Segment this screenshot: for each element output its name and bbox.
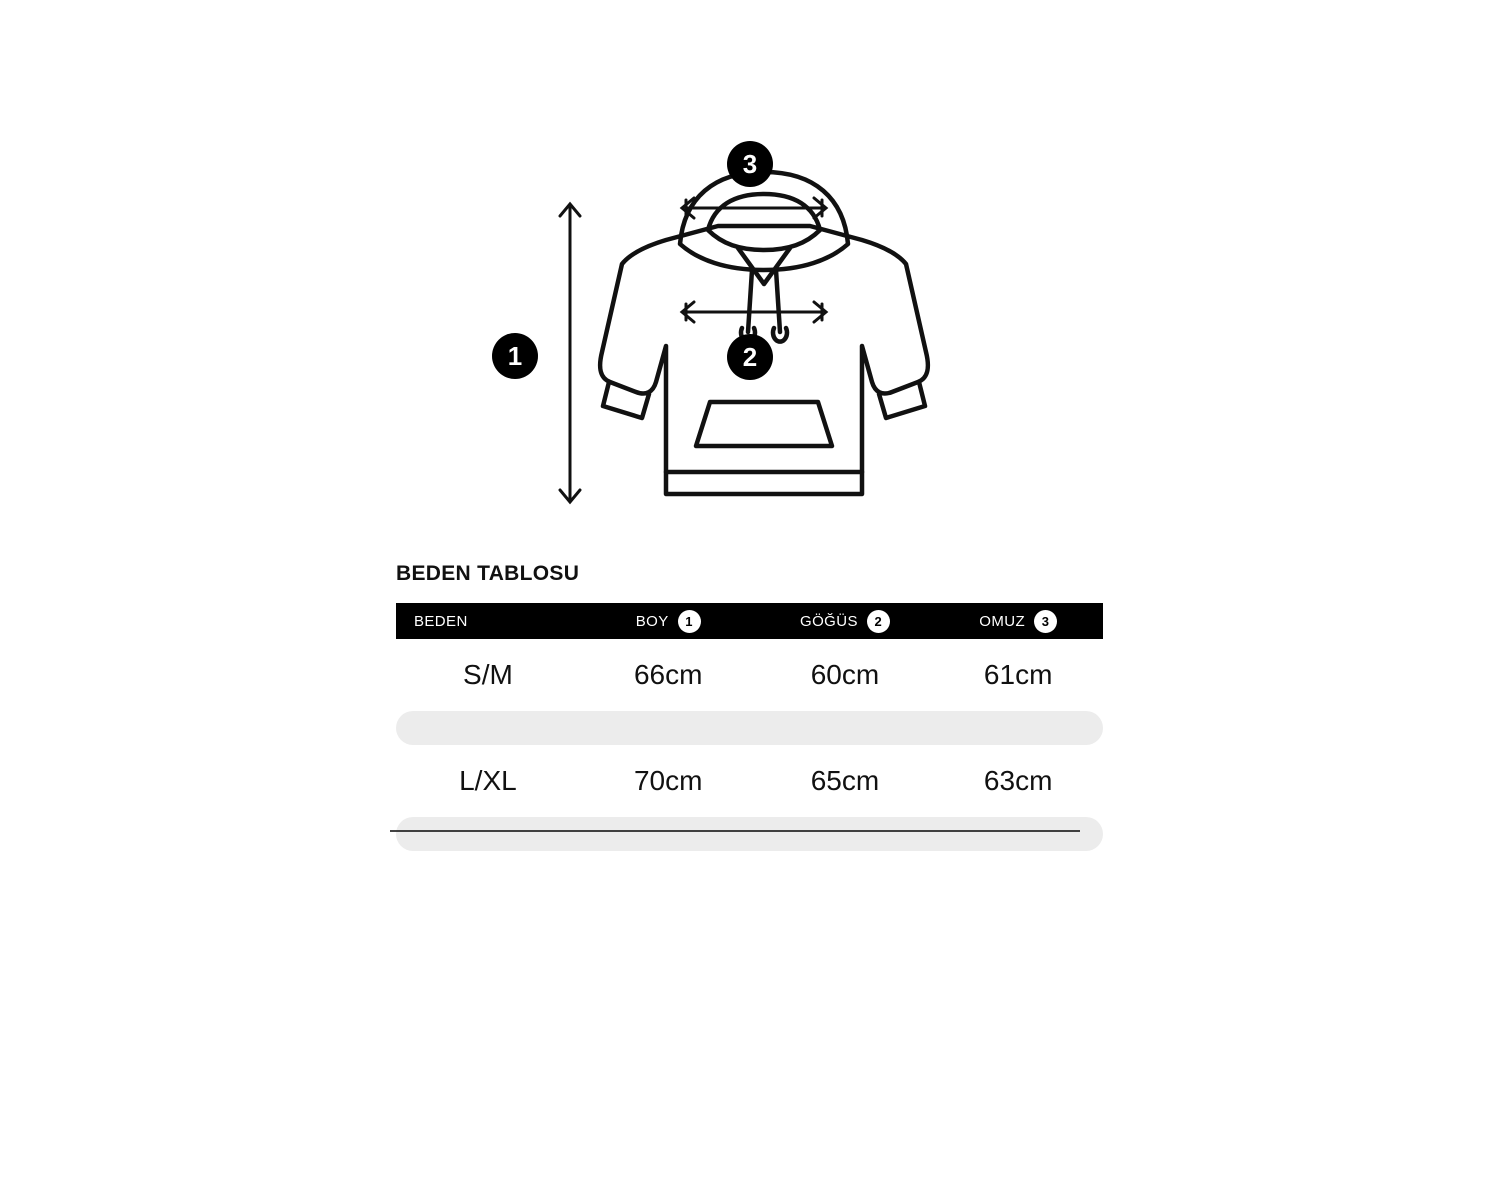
column-header-boy-label: BOY xyxy=(635,612,669,630)
callout-badge-1: 1 xyxy=(492,333,538,379)
size-table xyxy=(396,603,1103,851)
column-header-gogus xyxy=(757,603,934,639)
column-header-boy-badge: 1 xyxy=(678,610,701,633)
table-header xyxy=(396,603,1103,639)
column-header-omuz xyxy=(933,603,1103,639)
bottom-rule xyxy=(390,830,1080,832)
column-header-beden-label: BEDEN xyxy=(414,612,468,630)
table-header-row xyxy=(396,603,1103,639)
callout-badge-2: 2 xyxy=(727,334,773,380)
callout-badge-3: 3 xyxy=(727,141,773,187)
cell-omuz: 63cm xyxy=(983,765,1053,796)
column-header-beden xyxy=(396,603,580,639)
hoodie-illustration xyxy=(470,120,940,520)
cell-omuz: 61cm xyxy=(983,659,1053,690)
column-header-omuz-badge: 3 xyxy=(1034,610,1057,633)
column-header-gogus-label: GÖĞÜS xyxy=(800,612,858,630)
measurement-guides xyxy=(560,198,826,502)
cell-beden: S/M xyxy=(463,659,513,690)
divider-bar xyxy=(396,711,1103,745)
column-header-omuz-label: OMUZ xyxy=(979,612,1026,630)
column-header-boy xyxy=(580,603,757,639)
size-table-section xyxy=(0,540,1500,900)
row-divider-band xyxy=(396,817,1103,851)
column-header-gogus-badge: 2 xyxy=(867,610,890,633)
table-body xyxy=(396,639,1103,851)
cell-boy: 66cm xyxy=(633,659,703,690)
cell-gogus: 65cm xyxy=(810,765,880,796)
row-divider-band xyxy=(396,711,1103,745)
cell-gogus: 60cm xyxy=(810,659,880,690)
divider-bar xyxy=(396,817,1103,851)
table-row xyxy=(396,639,1103,711)
table-title: BEDEN TABLOSU xyxy=(396,562,580,585)
size-diagram xyxy=(0,0,1500,540)
cell-boy: 70cm xyxy=(633,765,703,796)
table-row xyxy=(396,745,1103,817)
cell-beden: L/XL xyxy=(459,765,517,796)
